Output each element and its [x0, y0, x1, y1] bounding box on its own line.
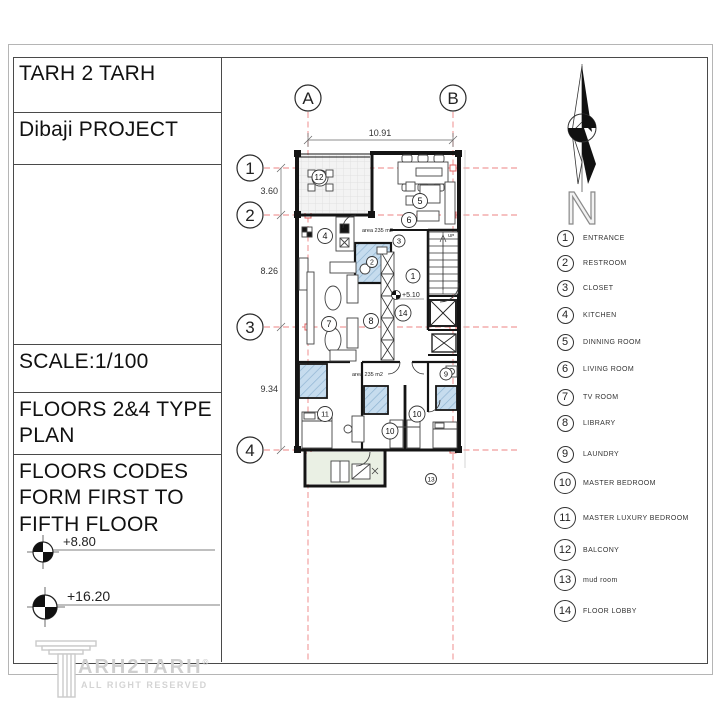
tag-entrance: 1: [410, 270, 416, 281]
legend-num-1: 1: [557, 230, 574, 247]
grid-bubble-4: 4: [245, 440, 255, 460]
tag-restroom: 2: [370, 259, 374, 267]
legend-num-14: 14: [554, 600, 576, 622]
grid-bubble-2: 2: [245, 205, 255, 225]
legend-item-tv-room: 7 TV ROOM: [552, 385, 618, 409]
bed: [433, 422, 457, 448]
logo: [28, 638, 228, 698]
sofa: [417, 211, 439, 221]
legend-num-4: 4: [557, 307, 574, 324]
dimension-top: [304, 128, 457, 147]
logo-wordmark: [78, 656, 210, 679]
legend-num-2: 2: [557, 255, 574, 272]
tag-kitchen: 4: [322, 231, 328, 242]
tag-balcony: 12: [314, 172, 324, 182]
dimension-left: [260, 164, 285, 454]
legend-item-master-bedroom: 10 MASTER BEDROOM: [552, 471, 656, 495]
tag-tv-room: 7: [326, 319, 332, 330]
legend-num-11: 11: [554, 507, 576, 529]
library-shelves: [381, 252, 394, 360]
legend-num-6: 6: [557, 361, 574, 378]
plan-level-marker: [392, 291, 425, 300]
legend-item-dinning-room: 5 DINNING ROOM: [552, 330, 641, 354]
elevation-marker-1620: [25, 585, 225, 631]
dim-826-text: 8.26: [260, 266, 278, 276]
legend-num-10: 10: [554, 472, 576, 494]
plan-level-text: +5.10: [402, 292, 420, 299]
legend-num-3: 3: [557, 280, 574, 297]
legend-item-restroom: 2 RESTROOM: [552, 251, 627, 275]
north-label: N: [565, 182, 599, 230]
title-block-project-title: [13, 57, 221, 113]
grid-bubble-1: 1: [245, 158, 255, 178]
legend-item-library: 8 LIBRARY: [552, 411, 616, 435]
legend-item-balcony: 12 BALCONY: [552, 538, 619, 562]
logo-tagline: ALL RIGHT RESERVED: [81, 680, 208, 690]
legend-num-9: 9: [557, 446, 574, 463]
legend-item-entrance: 1 ENTRANCE: [552, 226, 625, 250]
floor-plan: [235, 55, 545, 667]
project-title-text: TARH 2 TARH: [19, 62, 156, 85]
tv-unit: [416, 168, 442, 176]
legend-item-living-room: 6 LIVING ROOM: [552, 357, 634, 381]
north-compass-icon: [545, 58, 621, 230]
grid-bubble-B: B: [447, 88, 459, 108]
title-block-scale: [13, 345, 221, 393]
stairs-up-label: UP: [448, 233, 455, 238]
project-name-text: Dibaji PROJECT: [19, 118, 179, 141]
logo-name-text: ARH2TARH: [78, 656, 203, 678]
sofa: [330, 350, 356, 361]
tag-master-bedroom-2: 10: [412, 409, 422, 419]
legend-item-closet: 3 CLOSET: [552, 276, 613, 300]
dim-934-text: 9.34: [260, 384, 278, 394]
registered-mark: ®: [202, 658, 211, 667]
sofa: [347, 275, 358, 303]
sofa: [330, 262, 356, 273]
dim-360-text: 3.60: [260, 186, 278, 196]
legend-num-5: 5: [557, 334, 574, 351]
elevation-marker-880: [25, 533, 225, 575]
stairs: [429, 232, 458, 294]
elevator-shaft: [430, 300, 456, 352]
level-1620-text: +16.20: [67, 588, 111, 604]
area-label-upper: area 235 m2: [362, 228, 393, 234]
dim-top-text: 10.91: [368, 128, 392, 138]
grid-bubble-3: 3: [245, 317, 255, 337]
tag-living-room: 6: [406, 215, 412, 226]
title-block-spacer: [13, 165, 221, 345]
title-block-floors-type: [13, 393, 221, 455]
legend-item-floor-lobby: 14 FLOOR LOBBY: [552, 599, 637, 623]
legend-item-master-luxury-bedroom: 11 MASTER LUXURY BEDROOM: [552, 506, 689, 530]
legend-num-12: 12: [554, 539, 576, 561]
legend-num-8: 8: [557, 415, 574, 432]
legend: [552, 220, 717, 630]
desk: [352, 416, 364, 442]
legend-item-kitchen: 4 KITCHEN: [552, 303, 617, 327]
sofa: [445, 182, 455, 224]
floors-codes-text: FLOORS CODES FORM FIRST TO FIFTH FLOOR: [19, 460, 189, 536]
floors-type-text: FLOORS 2&4 TYPE PLAN: [19, 398, 212, 448]
tag-mud-room: 13: [427, 476, 435, 484]
tag-master-bedroom-1: 10: [385, 426, 395, 436]
scale-text: SCALE:1/100: [19, 350, 149, 373]
tag-master-luxury: 11: [321, 409, 329, 419]
media-cabinet: [307, 272, 314, 344]
tag-closet: 3: [396, 236, 402, 246]
tag-floor-lobby: 14: [398, 308, 408, 318]
tag-library: 8: [368, 316, 374, 327]
area-label-lower: area 235 m2: [352, 372, 383, 378]
tag-dinning-room: 5: [417, 196, 423, 207]
legend-num-7: 7: [557, 389, 574, 406]
legend-item-mud-room: 13 mud room: [552, 568, 618, 592]
title-block-project-name: [13, 113, 221, 165]
legend-item-laundry: 9 LAUNDRY: [552, 442, 619, 466]
tag-laundry: 9: [443, 369, 449, 379]
level-880-text: +8.80: [63, 534, 96, 549]
grid-bubble-A: A: [302, 88, 314, 108]
legend-num-13: 13: [554, 569, 576, 591]
sofa: [347, 318, 358, 348]
